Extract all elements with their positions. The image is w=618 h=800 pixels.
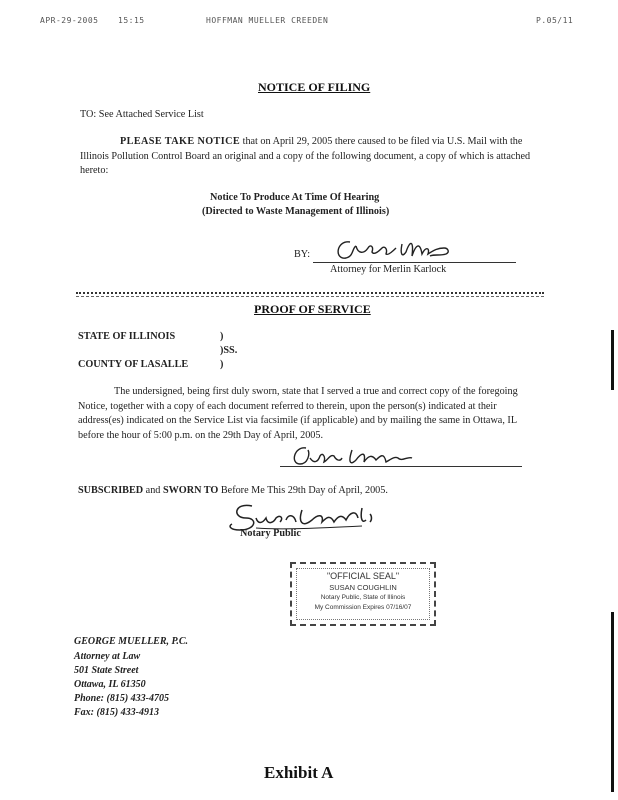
notary-caption: Notary Public [240, 528, 301, 539]
attorney-phone: Phone: (815) 433-4705 [74, 693, 169, 704]
notice-body: that on April 29, 2005 there caused to be filed via U.S. Mail with the Illinois Pollution Control Board an original and a copy of the following document, a copy of which is attached hereto: [80, 136, 531, 176]
ss-label: )SS. [220, 345, 238, 356]
state-label: STATE OF ILLINOIS [78, 331, 176, 342]
sworn-lead: SWORN TO [162, 485, 219, 496]
fax-time: 15:15 [118, 16, 145, 25]
notice-title: NOTICE OF FILING [258, 80, 371, 94]
county-paren: ) [220, 359, 224, 370]
attorney-signature [330, 234, 460, 266]
notice-lead: PLEASE TAKE NOTICE [120, 136, 241, 147]
seal-expiry: My Commission Expires 07/16/07 [314, 604, 412, 611]
subscribed-lead: SUBSCRIBED [78, 485, 144, 496]
document-line-1: Notice To Produce At Time Of Hearing [210, 192, 380, 203]
server-signature [286, 442, 426, 472]
seal-title: "OFFICIAL SEAL" [326, 571, 400, 581]
fax-page: P.05/11 [536, 16, 574, 25]
separator-secondary [76, 296, 544, 297]
seal-name: SUSAN COUGHLIN [329, 583, 397, 592]
attorney-street: 501 State Street [74, 665, 139, 676]
seal-state: Notary Public, State of Illinois [320, 594, 406, 601]
fax-date: APR-29-2005 [40, 16, 99, 25]
official-seal [290, 562, 436, 626]
subscribed-line [78, 485, 388, 496]
proof-body: The undersigned, being first duly sworn, state that I served a true and correct copy of the foregoing Notice, together with a copy of each document referred to therein, upon the person(s) indicated at their address(es) indicated on the Service List via facsimile (if applicable) and by mailing the same in Ottawa, IL before the hour of 5:00 p.m. on the 29th Day of April, 2005. [78, 386, 518, 441]
attorney-fax: Fax: (815) 433-4913 [74, 707, 159, 718]
separator [76, 292, 544, 294]
proof-title: PROOF OF SERVICE [254, 302, 371, 316]
subscribed-and: and [145, 485, 161, 496]
notice-to: TO: See Attached Service List [80, 109, 204, 120]
county-label: COUNTY OF LASALLE [78, 359, 189, 370]
exhibit-label: Exhibit A [264, 763, 334, 782]
state-paren: ) [220, 331, 224, 342]
scan-edge-mark [611, 330, 614, 390]
document-line-2: (Directed to Waste Management of Illinois) [202, 206, 390, 217]
attorney-city: Ottawa, IL 61350 [74, 679, 146, 690]
sworn-rest: Before Me This 29th Day of April, 2005. [220, 485, 388, 496]
by-label: BY: [294, 249, 311, 260]
attorney-title: Attorney at Law [74, 651, 141, 662]
attorney-firm: GEORGE MUELLER, P.C. [74, 636, 189, 647]
attorney-caption: Attorney for Merlin Karlock [330, 264, 447, 275]
fax-sender: HOFFMAN MUELLER CREEDEN [206, 16, 329, 25]
notice-paragraph [80, 135, 540, 179]
scan-edge-mark [611, 612, 614, 792]
